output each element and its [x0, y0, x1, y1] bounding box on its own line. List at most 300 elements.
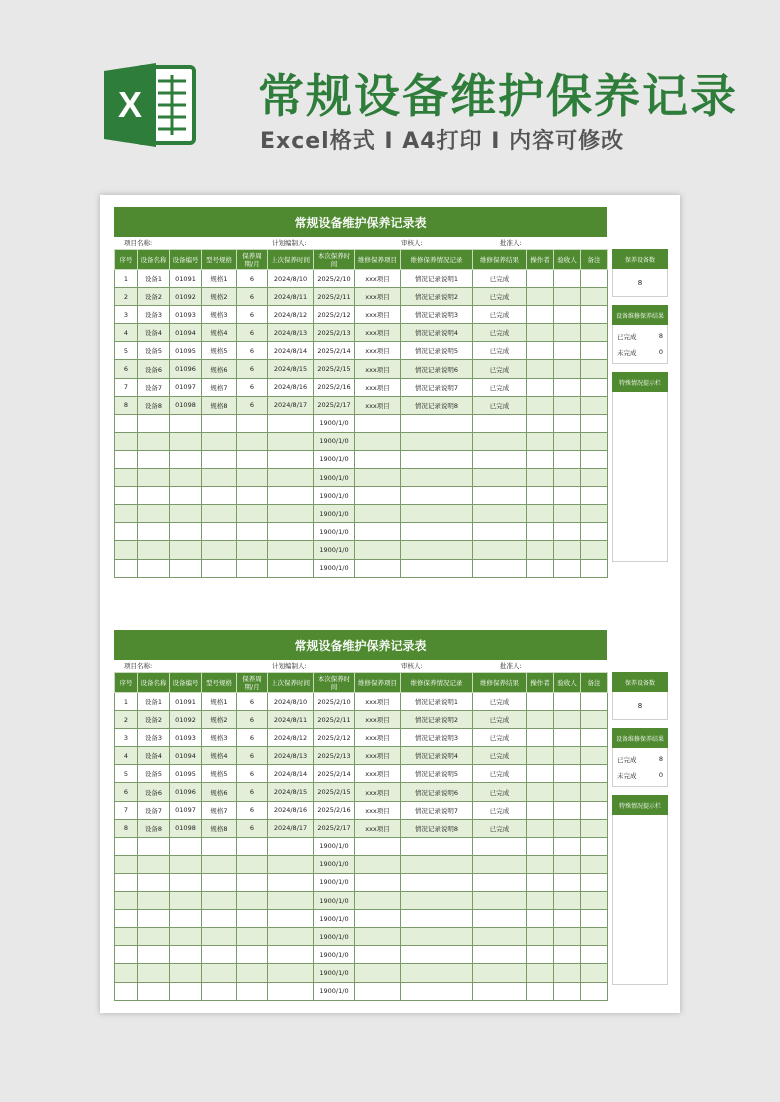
table-cell[interactable]	[170, 873, 202, 891]
table-cell[interactable]	[527, 946, 554, 964]
table-cell[interactable]	[554, 928, 581, 946]
table-cell[interactable]	[202, 450, 237, 468]
table-cell[interactable]	[237, 523, 268, 541]
table-cell[interactable]: 1900/1/0	[314, 487, 355, 505]
table-cell[interactable]	[202, 855, 237, 873]
table-cell[interactable]	[268, 873, 314, 891]
table-cell[interactable]	[473, 837, 527, 855]
table-cell[interactable]	[115, 469, 138, 487]
table-cell[interactable]	[527, 711, 554, 729]
table-cell[interactable]	[581, 450, 608, 468]
table-cell[interactable]	[527, 270, 554, 288]
table-cell[interactable]	[170, 450, 202, 468]
table-cell[interactable]: 01094	[170, 747, 202, 765]
table-cell[interactable]: 1900/1/0	[314, 505, 355, 523]
table-cell[interactable]	[527, 288, 554, 306]
table-cell[interactable]	[401, 432, 473, 450]
table-cell[interactable]	[581, 360, 608, 378]
table-cell[interactable]: 3	[115, 306, 138, 324]
table-cell[interactable]	[527, 342, 554, 360]
table-cell[interactable]	[554, 360, 581, 378]
table-cell[interactable]: 情况记录说明8	[401, 819, 473, 837]
table-cell[interactable]: 情况记录说明4	[401, 324, 473, 342]
table-cell[interactable]: 设备4	[138, 747, 170, 765]
table-cell[interactable]: xxx项目	[355, 747, 401, 765]
table-cell[interactable]	[527, 964, 554, 982]
table-cell[interactable]: 4	[115, 324, 138, 342]
table-cell[interactable]	[554, 378, 581, 396]
table-cell[interactable]: 已完成	[473, 324, 527, 342]
table-cell[interactable]	[581, 559, 608, 577]
table-cell[interactable]: xxx项目	[355, 360, 401, 378]
table-cell[interactable]	[268, 982, 314, 1000]
table-cell[interactable]: 2025/2/14	[314, 765, 355, 783]
table-cell[interactable]	[237, 982, 268, 1000]
table-cell[interactable]	[473, 982, 527, 1000]
table-cell[interactable]: 01097	[170, 801, 202, 819]
table-cell[interactable]	[237, 450, 268, 468]
table-cell[interactable]: 1900/1/0	[314, 982, 355, 1000]
table-cell[interactable]: xxx项目	[355, 729, 401, 747]
table-cell[interactable]: 2024/8/10	[268, 270, 314, 288]
table-cell[interactable]	[554, 342, 581, 360]
table-cell[interactable]: 情况记录说明6	[401, 783, 473, 801]
table-cell[interactable]	[527, 910, 554, 928]
table-cell[interactable]	[527, 487, 554, 505]
table-cell[interactable]	[554, 450, 581, 468]
table-cell[interactable]: 情况记录说明3	[401, 729, 473, 747]
table-cell[interactable]: xxx项目	[355, 306, 401, 324]
table-cell[interactable]	[138, 873, 170, 891]
table-cell[interactable]	[202, 541, 237, 559]
table-cell[interactable]: 01098	[170, 819, 202, 837]
table-cell[interactable]	[268, 414, 314, 432]
table-cell[interactable]	[268, 469, 314, 487]
table-cell[interactable]: 1900/1/0	[314, 541, 355, 559]
table-cell[interactable]: 2025/2/16	[314, 378, 355, 396]
table-cell[interactable]	[268, 837, 314, 855]
table-cell[interactable]	[527, 747, 554, 765]
table-cell[interactable]: 6	[237, 711, 268, 729]
table-cell[interactable]	[170, 559, 202, 577]
table-cell[interactable]	[401, 928, 473, 946]
table-cell[interactable]: xxx项目	[355, 342, 401, 360]
table-cell[interactable]	[581, 693, 608, 711]
table-cell[interactable]	[581, 747, 608, 765]
table-cell[interactable]	[355, 910, 401, 928]
table-cell[interactable]	[581, 396, 608, 414]
table-cell[interactable]	[268, 892, 314, 910]
table-cell[interactable]	[554, 873, 581, 891]
table-cell[interactable]	[581, 414, 608, 432]
table-cell[interactable]	[581, 306, 608, 324]
table-cell[interactable]: 1900/1/0	[314, 855, 355, 873]
table-cell[interactable]: 规格7	[202, 378, 237, 396]
table-cell[interactable]	[554, 946, 581, 964]
table-cell[interactable]: 01095	[170, 765, 202, 783]
table-cell[interactable]	[237, 928, 268, 946]
table-cell[interactable]: 设备8	[138, 819, 170, 837]
table-cell[interactable]	[401, 505, 473, 523]
table-cell[interactable]: xxx项目	[355, 270, 401, 288]
table-cell[interactable]	[554, 559, 581, 577]
table-cell[interactable]	[138, 541, 170, 559]
table-cell[interactable]	[355, 946, 401, 964]
table-cell[interactable]	[138, 505, 170, 523]
table-cell[interactable]	[527, 783, 554, 801]
table-cell[interactable]: 3	[115, 729, 138, 747]
table-cell[interactable]	[138, 928, 170, 946]
table-cell[interactable]: 规格2	[202, 288, 237, 306]
table-cell[interactable]	[581, 469, 608, 487]
table-cell[interactable]	[554, 270, 581, 288]
table-cell[interactable]	[170, 505, 202, 523]
table-cell[interactable]	[473, 469, 527, 487]
table-cell[interactable]: 情况记录说明3	[401, 306, 473, 324]
table-cell[interactable]	[581, 801, 608, 819]
table-cell[interactable]: 情况记录说明6	[401, 360, 473, 378]
table-cell[interactable]	[527, 855, 554, 873]
table-cell[interactable]: 已完成	[473, 360, 527, 378]
table-cell[interactable]	[268, 450, 314, 468]
table-cell[interactable]	[115, 505, 138, 523]
table-cell[interactable]: 2024/8/11	[268, 288, 314, 306]
table-cell[interactable]: 规格1	[202, 270, 237, 288]
table-cell[interactable]	[115, 910, 138, 928]
table-cell[interactable]	[554, 541, 581, 559]
table-cell[interactable]	[268, 559, 314, 577]
table-cell[interactable]	[527, 324, 554, 342]
table-cell[interactable]: 规格4	[202, 747, 237, 765]
table-cell[interactable]	[170, 855, 202, 873]
table-cell[interactable]	[527, 505, 554, 523]
table-cell[interactable]	[527, 819, 554, 837]
table-cell[interactable]	[554, 910, 581, 928]
table-cell[interactable]: 01091	[170, 270, 202, 288]
table-cell[interactable]	[401, 469, 473, 487]
table-cell[interactable]: xxx项目	[355, 801, 401, 819]
table-cell[interactable]	[138, 523, 170, 541]
table-cell[interactable]	[138, 414, 170, 432]
table-cell[interactable]	[581, 523, 608, 541]
table-cell[interactable]	[554, 982, 581, 1000]
table-cell[interactable]	[355, 559, 401, 577]
table-cell[interactable]	[473, 910, 527, 928]
table-cell[interactable]: xxx项目	[355, 396, 401, 414]
table-cell[interactable]	[554, 414, 581, 432]
table-cell[interactable]: 2024/8/14	[268, 342, 314, 360]
table-cell[interactable]	[170, 964, 202, 982]
table-cell[interactable]: 6	[237, 765, 268, 783]
table-cell[interactable]	[581, 837, 608, 855]
table-cell[interactable]	[554, 324, 581, 342]
table-cell[interactable]: 5	[115, 342, 138, 360]
table-cell[interactable]	[237, 414, 268, 432]
table-cell[interactable]	[554, 396, 581, 414]
table-cell[interactable]: 规格8	[202, 819, 237, 837]
table-cell[interactable]	[581, 711, 608, 729]
table-cell[interactable]: 01092	[170, 711, 202, 729]
table-cell[interactable]	[581, 505, 608, 523]
undone-value[interactable]: 0	[658, 771, 663, 779]
table-cell[interactable]: 01096	[170, 783, 202, 801]
table-cell[interactable]	[473, 559, 527, 577]
table-cell[interactable]	[170, 487, 202, 505]
table-cell[interactable]	[138, 432, 170, 450]
table-cell[interactable]	[202, 487, 237, 505]
table-cell[interactable]	[115, 487, 138, 505]
table-cell[interactable]: 01097	[170, 378, 202, 396]
table-cell[interactable]: 已完成	[473, 288, 527, 306]
table-cell[interactable]: 8	[115, 396, 138, 414]
table-cell[interactable]: 已完成	[473, 711, 527, 729]
table-cell[interactable]: xxx项目	[355, 288, 401, 306]
table-cell[interactable]: 01095	[170, 342, 202, 360]
table-cell[interactable]	[554, 747, 581, 765]
table-cell[interactable]	[115, 982, 138, 1000]
table-cell[interactable]	[581, 855, 608, 873]
done-value[interactable]: 8	[658, 755, 663, 763]
table-cell[interactable]	[115, 450, 138, 468]
table-cell[interactable]	[554, 819, 581, 837]
table-cell[interactable]: 已完成	[473, 765, 527, 783]
table-cell[interactable]: 情况记录说明7	[401, 378, 473, 396]
table-cell[interactable]: 规格8	[202, 396, 237, 414]
table-cell[interactable]	[355, 873, 401, 891]
table-cell[interactable]	[473, 855, 527, 873]
table-cell[interactable]: 2025/2/12	[314, 729, 355, 747]
table-cell[interactable]	[527, 693, 554, 711]
table-cell[interactable]	[473, 873, 527, 891]
table-cell[interactable]: 规格3	[202, 306, 237, 324]
table-cell[interactable]	[554, 487, 581, 505]
table-cell[interactable]	[237, 855, 268, 873]
table-cell[interactable]	[401, 964, 473, 982]
table-cell[interactable]: 2025/2/11	[314, 288, 355, 306]
table-cell[interactable]	[473, 523, 527, 541]
table-cell[interactable]	[237, 505, 268, 523]
table-cell[interactable]	[473, 541, 527, 559]
table-cell[interactable]	[527, 559, 554, 577]
table-cell[interactable]: 2025/2/15	[314, 360, 355, 378]
table-cell[interactable]: 01096	[170, 360, 202, 378]
table-cell[interactable]	[527, 396, 554, 414]
table-cell[interactable]	[170, 910, 202, 928]
table-cell[interactable]: 情况记录说明2	[401, 711, 473, 729]
table-cell[interactable]	[527, 729, 554, 747]
table-cell[interactable]	[355, 837, 401, 855]
table-cell[interactable]: 6	[115, 360, 138, 378]
table-cell[interactable]	[554, 783, 581, 801]
table-cell[interactable]: 2024/8/17	[268, 819, 314, 837]
table-cell[interactable]: 2	[115, 711, 138, 729]
table-cell[interactable]: 规格7	[202, 801, 237, 819]
table-cell[interactable]	[170, 469, 202, 487]
table-cell[interactable]	[202, 414, 237, 432]
table-cell[interactable]: 规格2	[202, 711, 237, 729]
table-cell[interactable]: 6	[237, 324, 268, 342]
table-cell[interactable]: 2025/2/16	[314, 801, 355, 819]
table-cell[interactable]: 1900/1/0	[314, 432, 355, 450]
table-cell[interactable]	[473, 432, 527, 450]
table-cell[interactable]	[527, 892, 554, 910]
table-cell[interactable]: 2025/2/10	[314, 693, 355, 711]
table-cell[interactable]: 2024/8/15	[268, 783, 314, 801]
table-cell[interactable]: 设备1	[138, 693, 170, 711]
table-cell[interactable]	[237, 946, 268, 964]
table-cell[interactable]	[581, 324, 608, 342]
table-cell[interactable]	[115, 414, 138, 432]
table-cell[interactable]	[170, 414, 202, 432]
table-cell[interactable]	[202, 928, 237, 946]
table-cell[interactable]	[355, 523, 401, 541]
table-cell[interactable]: 已完成	[473, 396, 527, 414]
table-cell[interactable]	[268, 523, 314, 541]
table-cell[interactable]	[527, 469, 554, 487]
table-cell[interactable]	[401, 873, 473, 891]
table-cell[interactable]	[554, 469, 581, 487]
table-cell[interactable]	[237, 469, 268, 487]
table-cell[interactable]	[527, 765, 554, 783]
table-cell[interactable]	[237, 559, 268, 577]
table-cell[interactable]	[527, 837, 554, 855]
table-cell[interactable]: 已完成	[473, 819, 527, 837]
table-cell[interactable]	[170, 892, 202, 910]
table-cell[interactable]	[581, 432, 608, 450]
table-cell[interactable]: 2024/8/16	[268, 378, 314, 396]
table-cell[interactable]: 情况记录说明2	[401, 288, 473, 306]
table-cell[interactable]	[170, 837, 202, 855]
table-cell[interactable]	[115, 946, 138, 964]
table-cell[interactable]	[527, 928, 554, 946]
table-cell[interactable]	[581, 765, 608, 783]
table-cell[interactable]: 01093	[170, 729, 202, 747]
table-cell[interactable]	[115, 964, 138, 982]
table-cell[interactable]	[115, 855, 138, 873]
table-cell[interactable]: 2024/8/11	[268, 711, 314, 729]
table-cell[interactable]: 7	[115, 801, 138, 819]
table-cell[interactable]: 2024/8/12	[268, 306, 314, 324]
table-cell[interactable]: 规格6	[202, 783, 237, 801]
table-cell[interactable]	[554, 801, 581, 819]
table-cell[interactable]	[115, 559, 138, 577]
table-cell[interactable]	[115, 928, 138, 946]
table-cell[interactable]: 已完成	[473, 378, 527, 396]
table-cell[interactable]	[554, 892, 581, 910]
table-cell[interactable]	[473, 487, 527, 505]
table-cell[interactable]	[554, 964, 581, 982]
table-cell[interactable]: 6	[237, 396, 268, 414]
table-cell[interactable]	[554, 693, 581, 711]
table-cell[interactable]	[268, 487, 314, 505]
table-cell[interactable]: 已完成	[473, 783, 527, 801]
table-cell[interactable]: 已完成	[473, 306, 527, 324]
table-cell[interactable]	[581, 982, 608, 1000]
table-cell[interactable]	[202, 837, 237, 855]
table-cell[interactable]	[355, 469, 401, 487]
table-cell[interactable]	[355, 982, 401, 1000]
table-cell[interactable]	[355, 505, 401, 523]
table-cell[interactable]	[581, 819, 608, 837]
table-cell[interactable]: 1900/1/0	[314, 964, 355, 982]
table-cell[interactable]: 1	[115, 693, 138, 711]
table-cell[interactable]: 1900/1/0	[314, 910, 355, 928]
table-cell[interactable]: 规格6	[202, 360, 237, 378]
table-cell[interactable]	[202, 523, 237, 541]
table-cell[interactable]	[554, 505, 581, 523]
table-cell[interactable]: 1900/1/0	[314, 892, 355, 910]
table-cell[interactable]	[202, 964, 237, 982]
notes-box[interactable]	[612, 815, 668, 985]
table-cell[interactable]	[554, 837, 581, 855]
table-cell[interactable]	[527, 541, 554, 559]
table-cell[interactable]: 1900/1/0	[314, 837, 355, 855]
table-cell[interactable]	[581, 342, 608, 360]
table-cell[interactable]	[527, 450, 554, 468]
table-cell[interactable]	[355, 450, 401, 468]
table-cell[interactable]: 1900/1/0	[314, 523, 355, 541]
table-cell[interactable]	[401, 837, 473, 855]
table-cell[interactable]	[527, 873, 554, 891]
table-cell[interactable]	[202, 559, 237, 577]
table-cell[interactable]	[115, 541, 138, 559]
table-cell[interactable]: 2024/8/10	[268, 693, 314, 711]
table-cell[interactable]	[138, 487, 170, 505]
table-cell[interactable]	[202, 892, 237, 910]
table-cell[interactable]: 01092	[170, 288, 202, 306]
table-cell[interactable]	[202, 469, 237, 487]
table-cell[interactable]: 2024/8/16	[268, 801, 314, 819]
table-cell[interactable]: 已完成	[473, 342, 527, 360]
table-cell[interactable]	[473, 946, 527, 964]
table-cell[interactable]	[170, 432, 202, 450]
table-cell[interactable]: 2025/2/10	[314, 270, 355, 288]
table-cell[interactable]	[268, 505, 314, 523]
table-cell[interactable]	[237, 541, 268, 559]
table-cell[interactable]	[202, 946, 237, 964]
table-cell[interactable]	[554, 765, 581, 783]
table-cell[interactable]	[473, 928, 527, 946]
table-cell[interactable]: xxx项目	[355, 711, 401, 729]
table-cell[interactable]: 情况记录说明5	[401, 765, 473, 783]
table-cell[interactable]	[115, 873, 138, 891]
table-cell[interactable]	[170, 946, 202, 964]
table-cell[interactable]: 4	[115, 747, 138, 765]
table-cell[interactable]: 情况记录说明7	[401, 801, 473, 819]
table-cell[interactable]: 设备3	[138, 306, 170, 324]
table-cell[interactable]: xxx项目	[355, 765, 401, 783]
table-cell[interactable]	[355, 541, 401, 559]
table-cell[interactable]	[401, 559, 473, 577]
table-cell[interactable]	[401, 892, 473, 910]
table-cell[interactable]: 设备6	[138, 783, 170, 801]
table-cell[interactable]: 已完成	[473, 729, 527, 747]
table-cell[interactable]: 6	[237, 270, 268, 288]
table-cell[interactable]	[202, 873, 237, 891]
table-cell[interactable]: 1900/1/0	[314, 928, 355, 946]
table-cell[interactable]: 规格4	[202, 324, 237, 342]
table-cell[interactable]	[401, 414, 473, 432]
table-cell[interactable]: 1900/1/0	[314, 450, 355, 468]
table-cell[interactable]	[355, 432, 401, 450]
table-cell[interactable]: 6	[237, 378, 268, 396]
table-cell[interactable]	[138, 910, 170, 928]
undone-value[interactable]: 0	[658, 348, 663, 356]
table-cell[interactable]: 规格1	[202, 693, 237, 711]
table-cell[interactable]	[527, 378, 554, 396]
table-cell[interactable]: 情况记录说明1	[401, 270, 473, 288]
table-cell[interactable]: 01094	[170, 324, 202, 342]
